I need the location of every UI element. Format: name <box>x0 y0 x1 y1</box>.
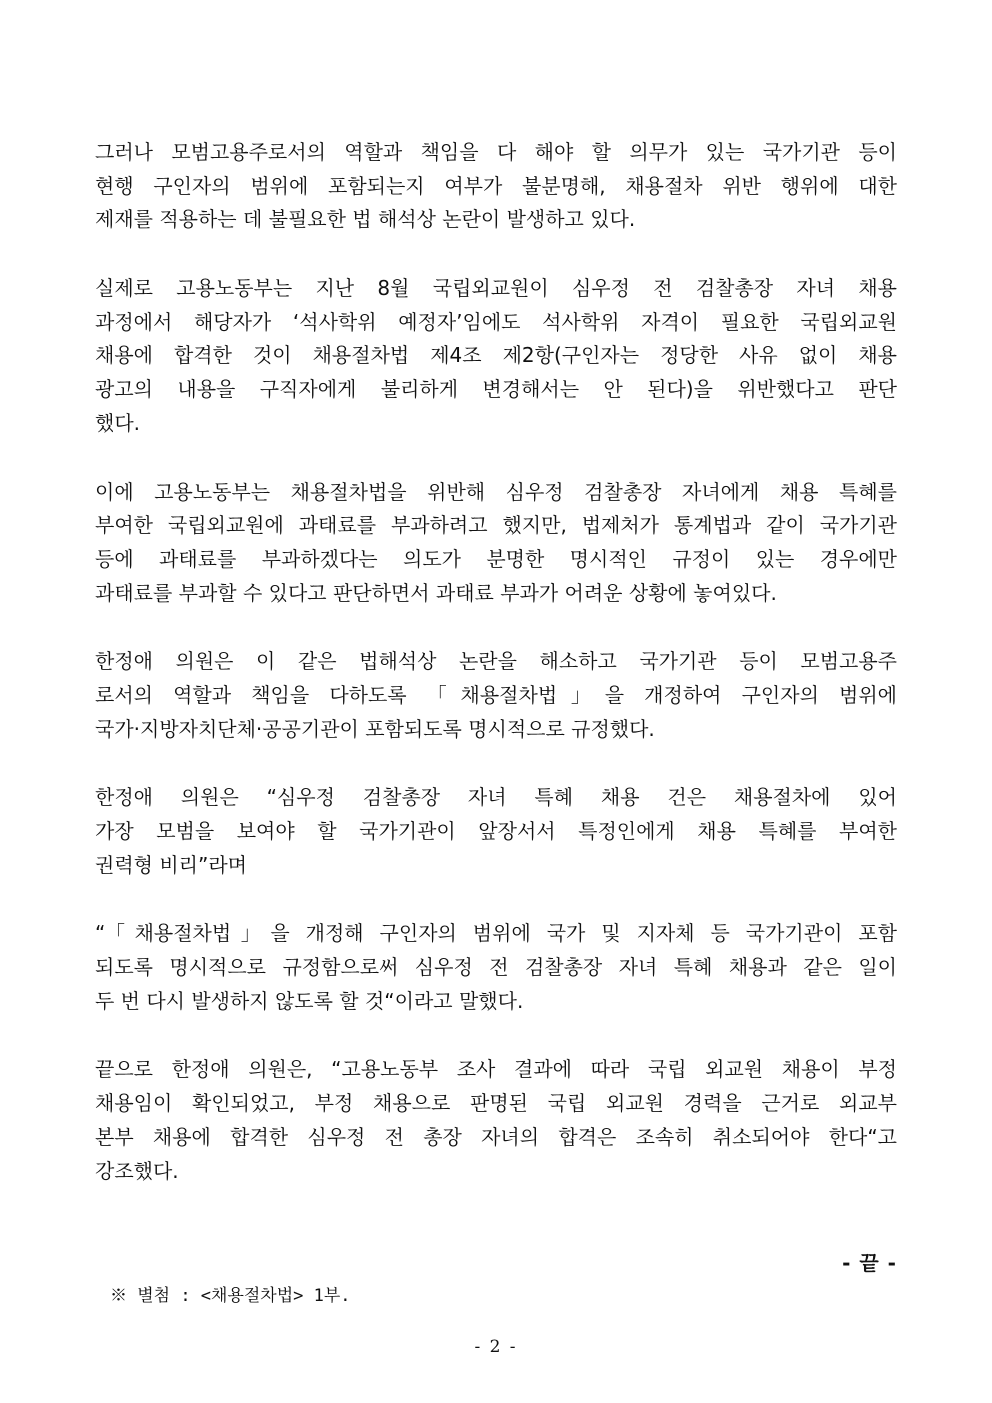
text-line: 제재를 적용하는 데 불필요한 법 해석상 논란이 발생하고 있다. <box>95 207 636 232</box>
page-number: - 2 - <box>474 1337 518 1357</box>
text-line: 실제로 고용노동부는 지난 8월 국립외교원이 심우정 전 검찰총장 자녀 채용 <box>95 276 897 301</box>
text-line: 이에 고용노동부는 채용절차법을 위반해 심우정 검찰총장 자녀에게 채용 특혜를 <box>95 479 897 504</box>
text-line: 한정애 의원은 “심우정 검찰총장 자녀 특혜 채용 건은 채용절차에 있어 <box>95 785 897 810</box>
paragraph-2 <box>95 272 897 440</box>
text-line: 채용에 합격한 것이 채용절차법 제4조 제2항(구인자는 정당한 사유 없이 채용 <box>95 343 897 368</box>
text-line: 끝으로 한정애 의원은, “고용노동부 조사 결과에 따라 국립 외교원 채용이 부정 <box>95 1057 897 1082</box>
press-release-body <box>95 136 897 1223</box>
text-line: 국가·지방자치단체·공공기관이 포함되도록 명시적으로 규정했다. <box>95 716 655 741</box>
text-line: 한정애 의원은 이 같은 법해석상 논란을 해소하고 국가기관 등이 모범고용주 <box>95 649 897 674</box>
text-line: 로서의 역할과 책임을 다하도록 「채용절차법」을 개정하여 구인자의 범위에 <box>95 682 897 707</box>
text-line: 광고의 내용을 구직자에게 불리하게 변경해서는 안 된다)을 위반했다고 판단 <box>95 377 897 402</box>
text-line: 과태료를 부과할 수 있다고 판단하면서 과태료 부과가 어려운 상황에 놓여있다. <box>95 580 777 605</box>
paragraph-3 <box>95 476 897 611</box>
text-line: 부여한 국립외교원에 과태료를 부과하려고 했지만, 법제처가 통계법과 같이 국가기관 <box>95 513 897 538</box>
text-line: 했다. <box>95 410 140 435</box>
text-line: 강조했다. <box>95 1158 179 1183</box>
text-line: 권력형 비리”라며 <box>95 852 247 877</box>
text-line: 채용임이 확인되었고, 부정 채용으로 판명된 국립 외교원 경력을 근거로 외교부 <box>95 1091 897 1116</box>
paragraph-6 <box>95 917 897 1018</box>
text-line: 현행 구인자의 범위에 포함되는지 여부가 불분명해, 채용절차 위반 행위에 대한 <box>95 173 897 198</box>
text-line: 가장 모범을 보여야 할 국가기관이 앞장서서 특정인에게 채용 특혜를 부여한 <box>95 819 897 843</box>
end-mark: - 끝 - <box>842 1251 897 1275</box>
text-line: 과정에서 해당자가 ‘석사학위 예정자’임에도 석사학위 자격이 필요한 국립외교원 <box>95 309 897 334</box>
attachment-note: ※ 별첨 : <채용절차법> 1부. <box>110 1286 351 1306</box>
text-line: 본부 채용에 합격한 심우정 전 총장 자녀의 합격은 조속히 취소되어야 한다“고 <box>95 1124 897 1149</box>
text-line: 되도록 명시적으로 규정함으로써 심우정 전 검찰총장 자녀 특혜 채용과 같은 일이 <box>95 955 897 980</box>
paragraph-5 <box>95 781 897 882</box>
text-line: “「채용절차법」을 개정해 구인자의 범위에 국가 및 지자체 등 국가기관이 포함 <box>95 921 897 946</box>
paragraph-1 <box>95 136 897 237</box>
paragraph-4 <box>95 645 897 746</box>
paragraph-7 <box>95 1053 897 1188</box>
text-line: 그러나 모범고용주로서의 역할과 책임을 다 해야 할 의무가 있는 국가기관 등이 <box>95 140 897 164</box>
text-line: 등에 과태료를 부과하겠다는 의도가 분명한 명시적인 규정이 있는 경우에만 <box>95 546 897 571</box>
text-line: 두 번 다시 발생하지 않도록 할 것“이라고 말했다. <box>95 988 524 1013</box>
